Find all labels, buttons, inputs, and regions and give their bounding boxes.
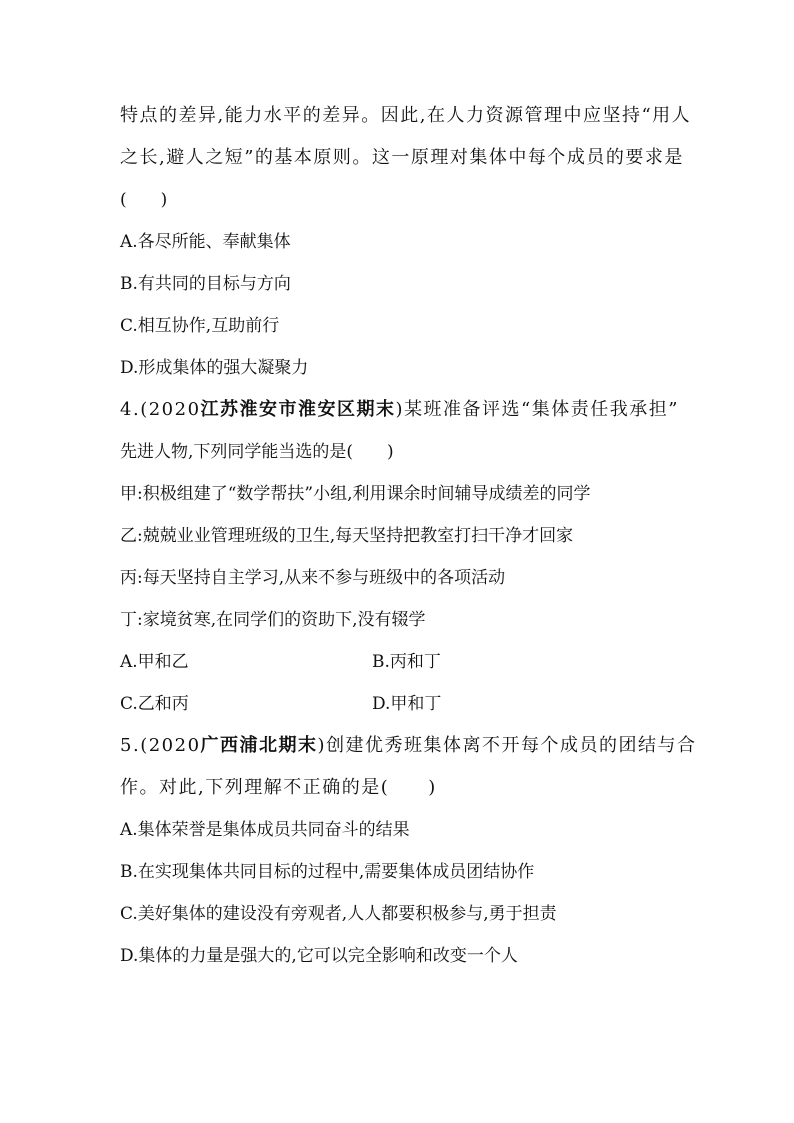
q3-option-d: D.形成集体的强大凝聚力 [120,358,309,378]
q4-options-row-2 [120,692,442,716]
q5-stem-line-1 [120,734,697,758]
q4-options-row-1 [120,650,441,674]
q3-answer-blank: ( ) [120,190,168,210]
q4-option-c: C.乙和丙 [120,694,189,714]
q5-number: 5. [120,735,141,756]
q4-number: 4. [120,399,141,420]
q5-source: 广西浦北期末 [200,735,318,756]
q4-option-b: B.丙和丁 [372,652,441,672]
q4-statement-yi: 乙:兢兢业业管理班级的卫生,每天坚持把教室打扫干净才回家 [120,526,574,546]
q4-stem-text: 某班准备评选“集体责任我承担” [404,399,679,420]
q5-option-b: B.在实现集体共同目标的过程中,需要集体成员团结协作 [120,862,535,882]
q5-option-a: A.集体荣誉是集体成员共同奋斗的结果 [120,820,410,840]
q4-source-open: (2020 [140,399,201,420]
q4-statement-jia: 甲:积极组建了“数学帮扶”小组,利用课余时间辅导成绩差的同学 [120,484,591,504]
q5-option-d: D.集体的力量是强大的,它可以完全影响和改变一个人 [120,946,518,966]
q4-statement-bing: 丙:每天坚持自主学习,从来不参与班级中的各项活动 [120,568,506,588]
q4-option-a: A.甲和乙 [120,652,189,672]
q3-option-b: B.有共同的目标与方向 [120,274,291,294]
q4-statement-ding: 丁:家境贫寒,在同学们的资助下,没有辍学 [120,610,426,630]
q4-source: 江苏淮安市淮安区期末 [200,399,396,420]
q3-stem-line-2: 之长,避人之短”的基本原则。这一原理对集体中每个成员的要求是 [120,147,684,168]
q5-option-c: C.美好集体的建设没有旁观者,人人都要积极参与,勇于担责 [120,904,557,924]
q3-stem-line-1: 特点的差异,能力水平的差异。因此,在人力资源管理中应坚持“用人 [120,105,692,126]
q5-source-open: (2020 [140,735,201,756]
q4-stem-line-2: 先进人物,下列同学能当选的是( ) [120,442,394,462]
q4-source-close: ) [395,399,405,420]
q4-option-d: D.甲和丁 [372,694,442,714]
q5-source-close: ) [317,735,327,756]
q3-option-a: A.各尽所能、奉献集体 [120,232,291,252]
q5-stem-line-2: 作。对此,下列理解不正确的是( ) [120,777,437,798]
q4-stem-line-1 [120,398,679,422]
q5-stem-text: 创建优秀班集体离不开每个成员的团结与合 [326,735,697,756]
q3-option-c: C.相互协作,互助前行 [120,316,280,336]
